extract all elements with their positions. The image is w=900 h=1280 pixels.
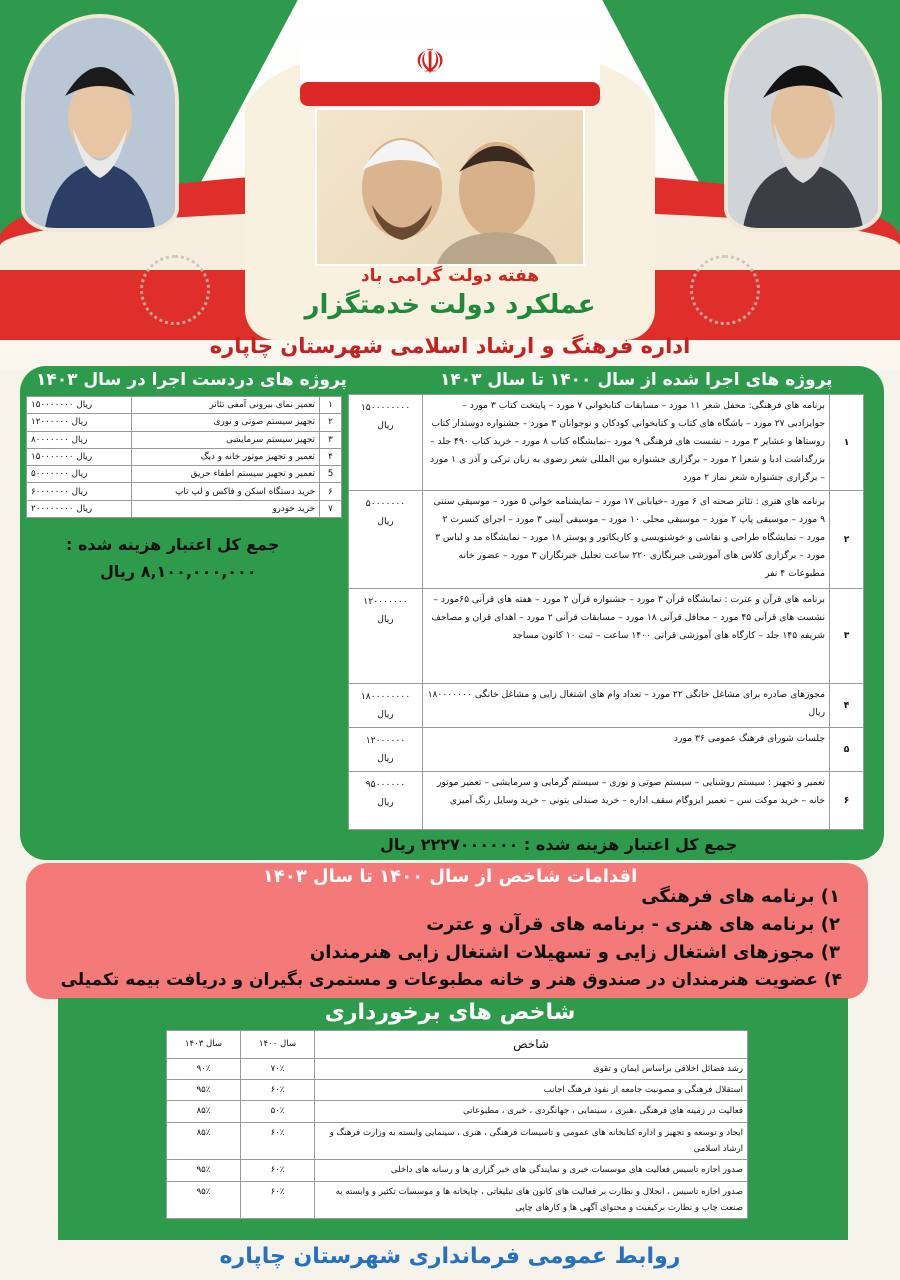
row-amount: ۱۵۰۰۰۰۰۰۰ ریال [27,397,132,414]
kpi-title: شاخص های برخورداری [324,1000,576,1025]
ongoing-projects-title: پروژه های دردست اجرا در سال ۱۴۰۳ [36,370,347,390]
kpi-name: صدور اجازه تاسیس ، انحلال و نظارت بر فعالیت های کانون های تبلیغاتی ، چاپخانه ها و موسسات تکثیر و وابسته به صنعت چاپ و نظارت برکیفیت و محتوای آگهی ها و کارهای چاپی [315,1181,748,1219]
row-number: ۴ [830,684,864,728]
key-action-item: ۴) عضویت هنرمندان در صندوق هنر و خانه مطبوعات و مستمری بگیران و دریافت بیمه تکمیلی [60,970,842,990]
table-row [167,1160,748,1181]
kpi-name: صدور اجازه تاسیس فعالیت های موسسات خبری و نمایندگی های خبر گزاری ها و رسانه های داخلی [315,1160,748,1181]
kpi-1400: ۶۰٪ [241,1122,315,1160]
row-amount: ۵۰۰۰۰۰۰۰ ریال [349,491,423,589]
key-action-item: ۳) مجوزهای اشتغال زایی و تسهیلات اشتغال زایی هنرمندان [309,942,840,963]
row-description: برنامه های فرهنگی: محفل شعر ۱۱ مورد – مسابقات کتابخوانی ۷ مورد – پایتخت کتاب ۳ مورد – جوایزادبی ۲۷ مورد – باشگاه های کتاب و کتابخوانی کودکان و نوجوانان ۳ مورد – جشنواره دوستدار کتاب روستاها و عشایر ۳ مورد – نشست های فرهنگی ۹ مورد –نمایشگاه کتاب ۸ مورد – خرید کتاب ۴۹۰ جلد – بزرگداشت ادبا و شعرا ۲ مورد – برگزاری جشنواره بین المللی شعر رضوی به زبان ترکی و آذر ی ۱ مورد – برگزاری جشنواره شعر نماز ۲ مورد [423,395,830,491]
table-row [167,1058,748,1079]
kpi-name: فعالیت در زمینه های فرهنگی ،هنری ، سینمایی ، جهانگردی ، خبری ، مطبوعاتی [315,1101,748,1122]
row-description: خرید خودرو [132,500,320,517]
row-amount: ۵۰۰۰۰۰۰۰ ریال [27,466,132,483]
row-number: ۵ [830,728,864,772]
table-row [349,491,864,589]
table-row [167,1122,748,1160]
row-description: مجوزهای صادره برای مشاغل خانگی ۲۲ مورد – تعداد وام های اشتغال زایی و مشاغل خانگی ۱۸۰۰۰۰۰۰۰ ریال [423,684,830,728]
table-row [349,772,864,830]
kpi-name: استقلال فرهنگی و مصونیت جامعه از نفوذ فرهنگ اجانب [315,1080,748,1101]
kpi-1403: ۹۵٪ [167,1160,241,1181]
completed-total: جمع کل اعتبار هزینه شده : ۲۲۲۷۰۰۰۰۰۰ ریال [380,835,738,854]
key-action-item: ۲) برنامه های هنری - برنامه های قرآن و عترت [426,914,840,935]
table-row [349,589,864,684]
table-row [27,431,342,448]
kpi-1400: ۶۰٪ [241,1080,315,1101]
row-number: ۱ [320,397,342,414]
kpi-1403: ۹۰٪ [167,1058,241,1079]
table-row [167,1101,748,1122]
table-row [27,397,342,414]
kpi-header-name: شاخص [315,1031,748,1059]
row-description: برنامه های قرآن و عترت : نمایشگاه قرآن ۳ مورد – جشنواره قرآن ۲ مورد – هفته های قرآنی ۶۵مورد – نشست های قرآنی ۴۵ مورد – محافل قرآنی ۱۸ مورد – مسابقات قرآنی ۲ مورد – اهدای قران و مصاحف شریفه ۱۴۵ جلد – کارگاه های آموزشی قرانی ۱۴۰۰ ساعت – ثبت ۱۰ کانون مساجد [423,589,830,684]
kpi-header-row [167,1031,748,1059]
kpi-1403: ۸۵٪ [167,1101,241,1122]
key-actions-title: اقدامات شاخص از سال ۱۴۰۰ تا سال ۱۴۰۳ [262,866,638,887]
row-description: تعمیر و تجهیز موتور خانه و دیگ [132,448,320,465]
kpi-1400: ۶۰٪ [241,1160,315,1181]
ongoing-total-label: جمع کل اعتبار هزینه شده : [66,535,280,554]
table-row [167,1080,748,1101]
row-number: ۲ [830,491,864,589]
government-performance-title: عملکرد دولت خدمتگزار [304,290,596,320]
ornament-right [690,255,760,325]
table-row [27,483,342,500]
row-amount: ۲۰۰۰۰۰۰۰۰ ریال [27,500,132,517]
row-number: ۶ [830,772,864,830]
flag-red-stripe [300,82,600,106]
completed-projects-table [348,394,864,830]
kpi-1400: ۷۰٪ [241,1058,315,1079]
row-amount: ۱۲۰۰۰۰۰۰ ریال [349,728,423,772]
row-description: تعمیر و تجهیز سیستم اطفاء حریق [132,466,320,483]
row-number: ۶ [320,483,342,500]
kpi-name: ایجاد و توسعه و تجهیز و اداره کتابخانه های عمومی و تاسیسات فرهنگی ، هنری ، سینمایی وابسته به وزارت فرهنگ و ارشاد اسلامی [315,1122,748,1160]
kpi-1400: ۶۰٪ [241,1181,315,1219]
row-amount: ۱۲۰۰۰۰۰۰ ریال [27,414,132,431]
table-row [349,395,864,491]
ornament-left [140,255,210,325]
kpi-header-1400: سال ۱۴۰۰ [241,1031,315,1059]
kpi-table [166,1030,748,1219]
kpi-header-1403: سال ۱۴۰۳ [167,1031,241,1059]
table-row [27,448,342,465]
completed-projects-title: پروژه های اجرا شده از سال ۱۴۰۰ تا سال ۱۴۰۳ [440,370,833,390]
kpi-1403: ۹۵٪ [167,1181,241,1219]
portrait-left [25,18,175,228]
row-number: 5 [320,466,342,483]
kpi-1403: ۸۵٪ [167,1122,241,1160]
table-row [27,414,342,431]
row-amount: ۱۵۰۰۰۰۰۰۰۰ ریال [349,395,423,491]
row-description: تعمیر و تجهیز : سیستم روشنایی – سیستم صوتی و نوری – سیستم گرمایی و سرمایشی – تعمیر موتور خانه – خرید موکت سن – تعمیر ایزوگام سقف اداره – خرید صندلی بتونی – خرید وسایل رنگ آمیزی [423,772,830,830]
row-description: برنامه های هنری : تئاتر صحنه ای ۶ مورد –خیابانی ۱۷ مورد – نمایشنامه خوانی ۵ مورد – موسیقی سنتی ۹ مورد – موسیقی پاپ ۲ مورد – موسیقی محلی ۱۰ مورد – موسیقی آیینی ۳ مورد – اجرای کنسرت ۲ مورد – نمایشگاه طراحی و نقاشی و خوشنویسی و کاریکاتور و پوستر ۱۸ مورد – نمایشگاه مد و لباس ۳ مورد – برگزاری کلاس های آموزشی خبرنگاری ۲۲۰ ساعت تجلیل خبرنگاران ۳ مورد – عضور خانه مطبوعات ۴ نفر [423,491,830,589]
row-number: ۲ [320,414,342,431]
table-row [27,500,342,517]
table-row [349,684,864,728]
ongoing-total-value: ۸,۱۰۰,۰۰۰,۰۰۰ ریال [100,562,257,581]
department-title: اداره فرهنگ و ارشاد اسلامی شهرستان چاپاره [209,334,691,358]
row-description: تجهیز سیستم صوتی و نوری [132,414,320,431]
row-description: تعمیر نمای بیرونی آمفی تئاتر [132,397,320,414]
row-number: ۱ [830,395,864,491]
row-amount: ۱۵۰۰۰۰۰۰۰ ریال [27,448,132,465]
week-greeting: هفته دولت گرامی باد [360,266,540,286]
table-row [27,466,342,483]
row-amount: ۱۲۰۰۰۰۰۰۰ ریال [349,589,423,684]
row-description: خرید دستگاه اسکن و فاکس و لپ تاپ [132,483,320,500]
row-amount: ۶۰۰۰۰۰۰۰ ریال [27,483,132,500]
iran-emblem-icon: ☫ [414,42,446,82]
row-amount: ۹۵۰۰۰۰۰۰ ریال [349,772,423,830]
row-amount: ۸۰۰۰۰۰۰۰ ریال [27,431,132,448]
row-number: ۴ [320,448,342,465]
martyrs-portrait [315,108,585,266]
row-description: تجهیز سیستم سرمایشی [132,431,320,448]
row-description: جلسات شورای فرهنگ عمومی ۳۶ مورد [423,728,830,772]
kpi-1403: ۹۵٪ [167,1080,241,1101]
footer-public-relations: روابط عمومی فرمانداری شهرستان چاپاره [219,1244,681,1269]
portrait-right [728,18,878,228]
ongoing-projects-table [26,396,342,518]
kpi-name: رشد فضائل اخلاقی براساس ایمان و تقوی [315,1058,748,1079]
table-row [167,1181,748,1219]
key-action-item: ۱) برنامه های فرهنگی [641,886,840,907]
kpi-1400: ۵۰٪ [241,1101,315,1122]
row-number: ۳ [320,431,342,448]
row-amount: ۱۸۰۰۰۰۰۰۰۰ ریال [349,684,423,728]
row-number: ۳ [830,589,864,684]
table-row [349,728,864,772]
row-number: ۷ [320,500,342,517]
